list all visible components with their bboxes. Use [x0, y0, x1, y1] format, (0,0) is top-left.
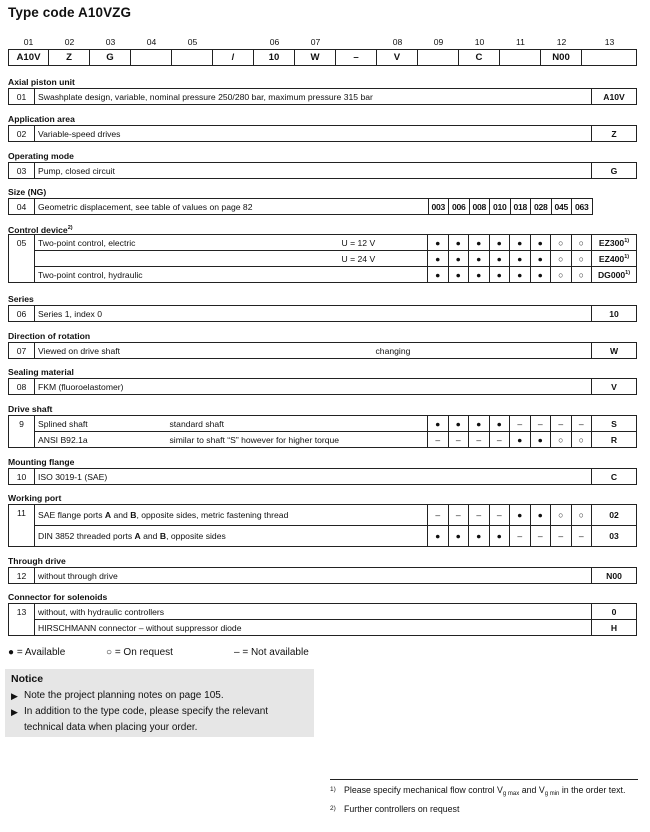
section-series — [8, 293, 637, 322]
section-title-text: Mounting flange — [8, 457, 75, 467]
availability-mark: ● — [448, 416, 469, 432]
option-table — [8, 603, 637, 636]
option-row — [9, 251, 637, 267]
option-detail — [339, 267, 420, 283]
availability-mark: ○ — [571, 251, 592, 267]
footnote-2: 2) Further controllers on request — [330, 804, 460, 814]
option-description: Splined shaft — [35, 416, 167, 432]
availability-mark: ● — [530, 432, 551, 448]
type-code-cell — [172, 50, 213, 65]
position-number — [213, 37, 254, 49]
section-axial — [8, 76, 637, 105]
option-description: ANSI B92.1a — [35, 432, 167, 448]
position-number: 13 — [604, 37, 615, 47]
option-code: 02 — [592, 505, 637, 526]
position-number — [336, 37, 377, 49]
section-title — [8, 76, 637, 88]
option-code: A10V — [592, 89, 637, 105]
position-number: 11 — [9, 505, 35, 547]
option-code — [592, 235, 637, 251]
availability-mark: ● — [489, 251, 510, 267]
port-label: B — [159, 531, 167, 541]
option-description: Pump, closed circuit — [35, 163, 592, 179]
notice-title: Notice — [11, 673, 44, 685]
section-title-text: Control device — [8, 225, 68, 235]
section-size — [8, 186, 637, 215]
availability-mark: ● — [489, 235, 510, 251]
availability-mark: – — [551, 526, 572, 547]
availability-mark: – — [448, 432, 469, 448]
option-row — [9, 343, 637, 359]
availability-mark: ● — [489, 526, 510, 547]
type-code-cell: – — [336, 50, 377, 65]
port-label: A — [134, 531, 141, 541]
availability-mark: – — [571, 526, 592, 547]
spacer — [420, 432, 428, 448]
option-row — [9, 526, 637, 547]
availability-mark: ○ — [571, 267, 592, 283]
availability-mark: – — [530, 416, 551, 432]
position-number: 9 — [9, 416, 35, 448]
arrow-right-icon: ▶ — [11, 707, 18, 717]
section-sealing — [8, 366, 637, 395]
size-value: 045 — [551, 199, 572, 215]
type-code-cell: G — [90, 50, 131, 65]
position-number: 04 — [146, 37, 157, 47]
option-code: 0 — [592, 604, 637, 620]
option-table — [8, 162, 637, 179]
option-code: V — [592, 379, 637, 395]
availability-mark: ● — [428, 416, 449, 432]
option-row — [9, 568, 637, 584]
availability-mark: ○ — [551, 505, 572, 526]
option-code: W — [592, 343, 637, 359]
option-detail: similar to shaft “S” however for higher torque — [167, 432, 420, 448]
option-row — [9, 505, 637, 526]
port-label: A — [104, 510, 112, 520]
availability-mark: ● — [510, 251, 531, 267]
legend-available: ● = Available — [8, 647, 66, 658]
availability-mark: – — [571, 416, 592, 432]
page-title: Type code A10VZG — [8, 5, 132, 20]
availability-mark: ○ — [551, 235, 572, 251]
option-description: Series 1, index 0 — [35, 306, 592, 322]
section-title-text: Connector for solenoids — [8, 592, 108, 602]
option-code: Z — [592, 126, 637, 142]
section-title-text: Sealing material — [8, 367, 74, 377]
position-number: 13 — [9, 604, 35, 636]
position-number: 10 — [474, 37, 485, 47]
type-code-cell: N00 — [541, 50, 582, 65]
option-description: FKM (fluoroelastomer) — [35, 379, 592, 395]
spacer — [420, 267, 428, 283]
footnote-ref: 1) — [624, 253, 630, 260]
position-number: 05 — [9, 235, 35, 283]
section-through — [8, 555, 637, 584]
section-title — [8, 150, 637, 162]
section-port — [8, 492, 637, 547]
option-row — [9, 235, 637, 251]
option-code-text: EZ300 — [598, 237, 625, 248]
type-code-cell: W — [295, 50, 336, 65]
option-description: Swashplate design, variable, nominal pressure 250/280 bar, maximum pressure 315 bar — [35, 89, 592, 105]
position-number: 11 — [516, 37, 525, 47]
position-numbers-row — [8, 37, 637, 49]
size-value: 010 — [490, 199, 511, 215]
size-value: 028 — [531, 199, 552, 215]
position-number: 08 — [9, 379, 35, 395]
spacer — [420, 505, 428, 526]
section-control — [8, 222, 637, 283]
option-code: C — [592, 469, 637, 485]
availability-mark: ○ — [571, 505, 592, 526]
type-code-row — [8, 49, 637, 66]
position-number: 04 — [9, 199, 35, 215]
option-description — [35, 505, 420, 526]
type-code-cell — [500, 50, 541, 65]
position-number: 08 — [392, 37, 403, 47]
position-number: 12 — [556, 37, 567, 47]
notice-box — [5, 669, 314, 737]
option-code: S — [592, 416, 637, 432]
footnote-1: 1) Please specify mechanical flow control $V_{g max}$ and $V_{g min}$ in the order text. — [330, 785, 626, 797]
position-number: 12 — [9, 568, 35, 584]
option-table — [8, 415, 637, 448]
desc-text: and — [140, 531, 160, 541]
spacer — [420, 235, 428, 251]
position-number: 07 — [9, 343, 35, 359]
option-table — [8, 468, 637, 485]
availability-mark: – — [469, 505, 490, 526]
option-detail: standard shaft — [167, 416, 420, 432]
section-title-text: Application area — [8, 114, 75, 124]
availability-mark: – — [428, 432, 449, 448]
option-row — [9, 416, 637, 432]
option-row — [9, 126, 637, 142]
type-code-cell: Z — [49, 50, 90, 65]
option-row — [9, 306, 637, 322]
option-detail: changing — [373, 343, 592, 359]
section-title-text: Size (NG) — [8, 187, 47, 197]
availability-mark: ● — [448, 526, 469, 547]
option-table — [8, 504, 637, 547]
section-title — [8, 330, 637, 342]
availability-mark: ● — [530, 251, 551, 267]
desc-text: SAE flange ports — [38, 510, 105, 520]
footnotes — [330, 779, 638, 815]
availability-mark: ○ — [551, 251, 572, 267]
availability-mark: ● — [510, 235, 531, 251]
option-row — [9, 163, 637, 179]
option-table — [8, 378, 637, 395]
option-row — [9, 267, 637, 283]
option-description: Geometric displacement, see table of values on page 82 — [35, 199, 429, 215]
footnote-ref: 1) — [624, 237, 630, 244]
spacer — [420, 251, 428, 267]
availability-mark: ● — [428, 526, 449, 547]
option-description: without through drive — [35, 568, 592, 584]
option-row — [9, 379, 637, 395]
size-value: 003 — [428, 199, 449, 215]
section-title — [8, 492, 637, 504]
section-application — [8, 113, 637, 142]
section-rotation — [8, 330, 637, 359]
type-code-cell: V — [377, 50, 418, 65]
availability-mark: ● — [510, 267, 531, 283]
type-code-cell: C — [459, 50, 500, 65]
section-title-text: Working port — [8, 493, 62, 503]
desc-text: DIN 3852 threaded ports — [38, 531, 135, 541]
type-code-cell — [418, 50, 459, 65]
empty-cell — [592, 199, 637, 215]
option-code: R — [592, 432, 637, 448]
availability-legend — [8, 647, 309, 658]
option-detail: U = 24 V — [339, 251, 420, 267]
availability-mark: ● — [428, 267, 449, 283]
option-table — [8, 342, 637, 359]
availability-mark: ○ — [551, 267, 572, 283]
availability-mark: ○ — [571, 235, 592, 251]
arrow-right-icon: ▶ — [11, 691, 18, 701]
availability-mark: ● — [469, 416, 490, 432]
availability-mark: ● — [469, 235, 490, 251]
availability-mark: ● — [489, 416, 510, 432]
type-code-cell — [131, 50, 172, 65]
availability-mark: ○ — [551, 432, 572, 448]
option-description: Two-point control, electric — [35, 235, 339, 251]
section-mounting — [8, 456, 637, 485]
option-row — [9, 199, 638, 215]
option-code-text: EZ400 — [598, 253, 625, 264]
legend-on-request: ○ = On request — [106, 647, 173, 658]
availability-mark: ● — [448, 267, 469, 283]
spacer — [420, 526, 428, 547]
availability-mark: ● — [428, 251, 449, 267]
footnote-ref: 1) — [625, 269, 631, 276]
option-row — [9, 604, 637, 620]
section-title — [8, 456, 637, 468]
availability-mark: – — [489, 505, 510, 526]
option-row — [9, 469, 637, 485]
availability-mark: ● — [469, 526, 490, 547]
availability-mark: – — [510, 526, 531, 547]
option-table — [8, 125, 637, 142]
position-number: 09 — [433, 37, 444, 47]
option-code: 03 — [592, 526, 637, 547]
section-title — [8, 113, 637, 125]
availability-mark: ● — [448, 251, 469, 267]
type-code-cell: A10V — [9, 50, 49, 65]
option-description: ISO 3019-1 (SAE) — [35, 469, 592, 485]
desc-text: , opposite sides, metric fastening thread — [136, 510, 289, 520]
notice-item: ▶ In addition to the type code, please specify the relevant technical data when placing your order. — [11, 704, 308, 736]
section-title — [8, 403, 637, 415]
position-number: 07 — [310, 37, 321, 47]
option-code: G — [592, 163, 637, 179]
position-number: 05 — [187, 37, 198, 47]
section-title-text: Series — [8, 294, 34, 304]
option-code: N00 — [592, 568, 637, 584]
availability-mark: ● — [428, 235, 449, 251]
size-value: 006 — [449, 199, 470, 215]
availability-mark: – — [510, 416, 531, 432]
size-value: 018 — [510, 199, 531, 215]
position-number: 01 — [23, 37, 34, 47]
option-table — [8, 305, 637, 322]
size-value: 008 — [469, 199, 490, 215]
position-number: 03 — [9, 163, 35, 179]
section-operating — [8, 150, 637, 179]
position-number: 01 — [9, 89, 35, 105]
section-title-text: Direction of rotation — [8, 331, 91, 341]
section-title-text: Operating mode — [8, 151, 74, 161]
type-code-cell: / — [213, 50, 254, 65]
section-shaft — [8, 403, 637, 448]
section-title-text: Through drive — [8, 556, 66, 566]
option-code — [592, 251, 637, 267]
availability-mark: – — [428, 505, 449, 526]
section-title — [8, 591, 637, 603]
option-table — [8, 198, 637, 215]
availability-mark: ● — [510, 432, 531, 448]
option-code: 10 — [592, 306, 637, 322]
type-code-cell — [582, 50, 637, 65]
availability-mark: ○ — [571, 432, 592, 448]
option-description: Variable-speed drives — [35, 126, 592, 142]
availability-mark: – — [551, 416, 572, 432]
option-detail: U = 12 V — [339, 235, 420, 251]
position-number: 02 — [9, 126, 35, 142]
availability-mark: ● — [530, 505, 551, 526]
desc-text: , opposite sides — [166, 531, 226, 541]
availability-mark: – — [530, 526, 551, 547]
option-description — [35, 251, 339, 267]
option-description: HIRSCHMANN connector – without suppressor diode — [35, 620, 592, 636]
option-description — [35, 526, 420, 547]
availability-mark: ● — [530, 235, 551, 251]
option-description: without, with hydraulic controllers — [35, 604, 592, 620]
section-title — [8, 186, 637, 198]
section-title — [8, 555, 637, 567]
footnote-ref: 2) — [67, 225, 73, 231]
availability-mark: – — [469, 432, 490, 448]
section-title — [8, 222, 637, 234]
availability-mark: – — [448, 505, 469, 526]
notice-item: ▶ Note the project planning notes on page 105. — [11, 688, 308, 704]
availability-mark: ● — [530, 267, 551, 283]
option-table — [8, 88, 637, 105]
port-label: B — [130, 510, 137, 520]
availability-mark: ● — [510, 505, 531, 526]
option-code: H — [592, 620, 637, 636]
option-row — [9, 89, 637, 105]
position-number: 03 — [105, 37, 116, 47]
option-code-text: DG000 — [597, 269, 626, 280]
availability-mark: ● — [448, 235, 469, 251]
option-description: Viewed on drive shaft — [35, 343, 373, 359]
section-title-text: Axial piston unit — [8, 77, 75, 87]
legend-not-available: – = Not available — [234, 647, 309, 658]
option-table — [8, 567, 637, 584]
option-row — [9, 620, 637, 636]
type-code-header — [8, 37, 637, 66]
type-code-cell: 10 — [254, 50, 295, 65]
spacer — [420, 416, 428, 432]
section-connector — [8, 591, 637, 636]
section-title-text: Drive shaft — [8, 404, 53, 414]
availability-mark: ● — [469, 251, 490, 267]
section-title — [8, 293, 637, 305]
option-table — [8, 234, 637, 283]
option-description: Two-point control, hydraulic — [35, 267, 339, 283]
position-number: 06 — [269, 37, 280, 47]
desc-text: and — [111, 510, 131, 520]
availability-mark: – — [489, 432, 510, 448]
position-number: 02 — [64, 37, 75, 47]
size-value: 063 — [572, 199, 593, 215]
position-number: 10 — [9, 469, 35, 485]
section-title — [8, 366, 637, 378]
option-row — [9, 432, 637, 448]
position-number: 06 — [9, 306, 35, 322]
availability-mark: ● — [469, 267, 490, 283]
availability-mark: ● — [489, 267, 510, 283]
option-code — [592, 267, 637, 283]
